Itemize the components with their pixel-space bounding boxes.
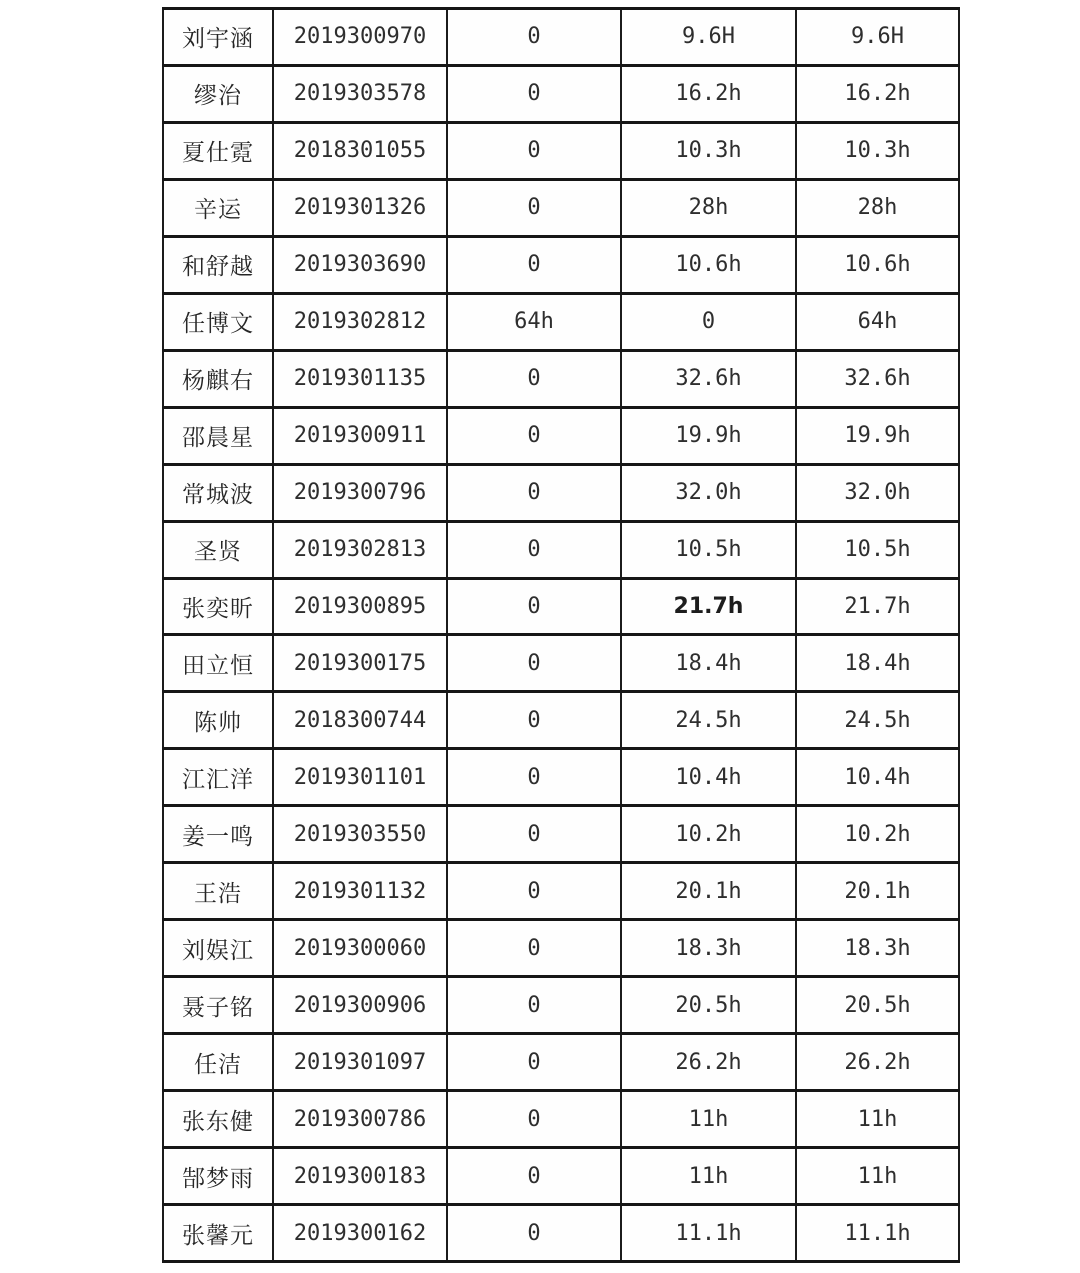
- table-cell-student_id: 2019300060: [273, 920, 447, 977]
- table-cell-value2: 0: [621, 293, 796, 350]
- table-cell-student_id: 2019300895: [273, 578, 447, 635]
- table-cell-value2: 16.2h: [621, 65, 796, 122]
- table-cell-value2: 21.7h: [621, 578, 796, 635]
- table-cell-value1: 64h: [447, 293, 621, 350]
- table-cell-name: 任洁: [163, 1034, 273, 1091]
- table-cell-value1: 0: [447, 407, 621, 464]
- table-cell-value1: 0: [447, 1205, 621, 1262]
- table-cell-student_id: 2019301132: [273, 863, 447, 920]
- table-row: [163, 350, 959, 407]
- table-cell-value2: 11h: [621, 1148, 796, 1205]
- table-cell-value1: 0: [447, 1148, 621, 1205]
- table-cell-name: 张东健: [163, 1091, 273, 1148]
- hours-table-sheet: [162, 7, 958, 1263]
- table-cell-value2: 10.5h: [621, 521, 796, 578]
- table-cell-value1: 0: [447, 236, 621, 293]
- table-cell-value2: 10.3h: [621, 122, 796, 179]
- table-cell-value2: 10.2h: [621, 806, 796, 863]
- table-cell-student_id: 2019302813: [273, 521, 447, 578]
- table-row: [163, 863, 959, 920]
- table-cell-name: 夏仕霓: [163, 122, 273, 179]
- table-cell-name: 聂子铭: [163, 977, 273, 1034]
- table-cell-value3: 20.5h: [796, 977, 959, 1034]
- table-cell-name: 圣贤: [163, 521, 273, 578]
- table-cell-value1: 0: [447, 863, 621, 920]
- table-cell-value3: 26.2h: [796, 1034, 959, 1091]
- table-cell-student_id: 2019303690: [273, 236, 447, 293]
- table-row: [163, 806, 959, 863]
- table-cell-value2: 26.2h: [621, 1034, 796, 1091]
- table-cell-value3: 11h: [796, 1148, 959, 1205]
- table-cell-value3: 64h: [796, 293, 959, 350]
- table-cell-value3: 24.5h: [796, 692, 959, 749]
- table-cell-value2: 11.1h: [621, 1205, 796, 1262]
- table-cell-value2: 20.1h: [621, 863, 796, 920]
- table-cell-value3: 28h: [796, 179, 959, 236]
- table-cell-student_id: 2019300183: [273, 1148, 447, 1205]
- table-cell-value2: 18.3h: [621, 920, 796, 977]
- table-row: [163, 749, 959, 806]
- hours-table: [162, 7, 960, 1263]
- table-row: [163, 122, 959, 179]
- table-cell-name: 张馨元: [163, 1205, 273, 1262]
- table-cell-student_id: 2019302812: [273, 293, 447, 350]
- table-cell-value2: 32.6h: [621, 350, 796, 407]
- table-cell-name: 郜梦雨: [163, 1148, 273, 1205]
- table-cell-student_id: 2019300786: [273, 1091, 447, 1148]
- table-row: [163, 920, 959, 977]
- table-cell-value1: 0: [447, 1091, 621, 1148]
- table-cell-student_id: 2019300970: [273, 9, 447, 66]
- table-cell-value1: 0: [447, 806, 621, 863]
- table-cell-value1: 0: [447, 977, 621, 1034]
- table-cell-student_id: 2019300911: [273, 407, 447, 464]
- table-cell-value2: 10.4h: [621, 749, 796, 806]
- table-cell-value3: 20.1h: [796, 863, 959, 920]
- table-cell-value2: 19.9h: [621, 407, 796, 464]
- table-cell-value1: 0: [447, 920, 621, 977]
- table-cell-name: 邵晨星: [163, 407, 273, 464]
- table-cell-value3: 10.5h: [796, 521, 959, 578]
- table-cell-value1: 0: [447, 9, 621, 66]
- table-cell-student_id: 2019300906: [273, 977, 447, 1034]
- table-cell-value2: 32.0h: [621, 464, 796, 521]
- table-cell-value2: 20.5h: [621, 977, 796, 1034]
- table-cell-value1: 0: [447, 635, 621, 692]
- table-cell-name: 王浩: [163, 863, 273, 920]
- table-cell-name: 刘宇涵: [163, 9, 273, 66]
- table-cell-name: 缪治: [163, 65, 273, 122]
- table-cell-name: 陈帅: [163, 692, 273, 749]
- table-row: [163, 692, 959, 749]
- table-cell-name: 刘娱江: [163, 920, 273, 977]
- table-cell-name: 杨麒右: [163, 350, 273, 407]
- table-cell-value2: 28h: [621, 179, 796, 236]
- table-row: [163, 179, 959, 236]
- table-cell-name: 姜一鸣: [163, 806, 273, 863]
- table-row: [163, 635, 959, 692]
- table-cell-name: 辛运: [163, 179, 273, 236]
- table-cell-student_id: 2018300744: [273, 692, 447, 749]
- table-cell-student_id: 2019301101: [273, 749, 447, 806]
- table-cell-name: 张奕昕: [163, 578, 273, 635]
- table-cell-value3: 18.3h: [796, 920, 959, 977]
- table-row: [163, 578, 959, 635]
- table-cell-student_id: 2019301326: [273, 179, 447, 236]
- table-row: [163, 407, 959, 464]
- table-cell-student_id: 2019300175: [273, 635, 447, 692]
- table-cell-name: 常城波: [163, 464, 273, 521]
- table-cell-value2: 11h: [621, 1091, 796, 1148]
- table-cell-value1: 0: [447, 1034, 621, 1091]
- table-cell-value3: 10.6h: [796, 236, 959, 293]
- table-cell-value3: 10.3h: [796, 122, 959, 179]
- table-row: [163, 1034, 959, 1091]
- table-cell-student_id: 2019300796: [273, 464, 447, 521]
- table-row: [163, 1091, 959, 1148]
- table-row: [163, 521, 959, 578]
- table-cell-value1: 0: [447, 122, 621, 179]
- table-cell-student_id: 2018301055: [273, 122, 447, 179]
- table-cell-value3: 11.1h: [796, 1205, 959, 1262]
- table-cell-student_id: 2019300162: [273, 1205, 447, 1262]
- table-row: [163, 464, 959, 521]
- table-cell-value3: 19.9h: [796, 407, 959, 464]
- table-cell-value3: 18.4h: [796, 635, 959, 692]
- table-cell-name: 田立恒: [163, 635, 273, 692]
- table-cell-value1: 0: [447, 692, 621, 749]
- table-cell-student_id: 2019301097: [273, 1034, 447, 1091]
- table-cell-value2: 9.6H: [621, 9, 796, 66]
- table-cell-value3: 10.2h: [796, 806, 959, 863]
- table-cell-value1: 0: [447, 578, 621, 635]
- table-cell-value1: 0: [447, 65, 621, 122]
- table-cell-name: 和舒越: [163, 236, 273, 293]
- table-cell-student_id: 2019301135: [273, 350, 447, 407]
- table-row: [163, 236, 959, 293]
- table-cell-value3: 16.2h: [796, 65, 959, 122]
- table-cell-student_id: 2019303578: [273, 65, 447, 122]
- table-row: [163, 1148, 959, 1205]
- table-row: [163, 1205, 959, 1262]
- table-cell-value1: 0: [447, 464, 621, 521]
- table-cell-name: 江汇洋: [163, 749, 273, 806]
- table-cell-student_id: 2019303550: [273, 806, 447, 863]
- table-cell-value3: 32.0h: [796, 464, 959, 521]
- table-cell-value3: 11h: [796, 1091, 959, 1148]
- table-row: [163, 65, 959, 122]
- table-row: [163, 9, 959, 66]
- table-cell-value3: 21.7h: [796, 578, 959, 635]
- hours-table-body: [163, 9, 959, 1262]
- table-cell-value2: 10.6h: [621, 236, 796, 293]
- table-cell-value3: 32.6h: [796, 350, 959, 407]
- table-cell-value3: 10.4h: [796, 749, 959, 806]
- table-row: [163, 293, 959, 350]
- table-cell-value1: 0: [447, 179, 621, 236]
- table-cell-name: 任博文: [163, 293, 273, 350]
- table-cell-value1: 0: [447, 350, 621, 407]
- table-cell-value1: 0: [447, 749, 621, 806]
- table-cell-value2: 24.5h: [621, 692, 796, 749]
- table-cell-value2: 18.4h: [621, 635, 796, 692]
- table-cell-value1: 0: [447, 521, 621, 578]
- table-row: [163, 977, 959, 1034]
- table-cell-value3: 9.6H: [796, 9, 959, 66]
